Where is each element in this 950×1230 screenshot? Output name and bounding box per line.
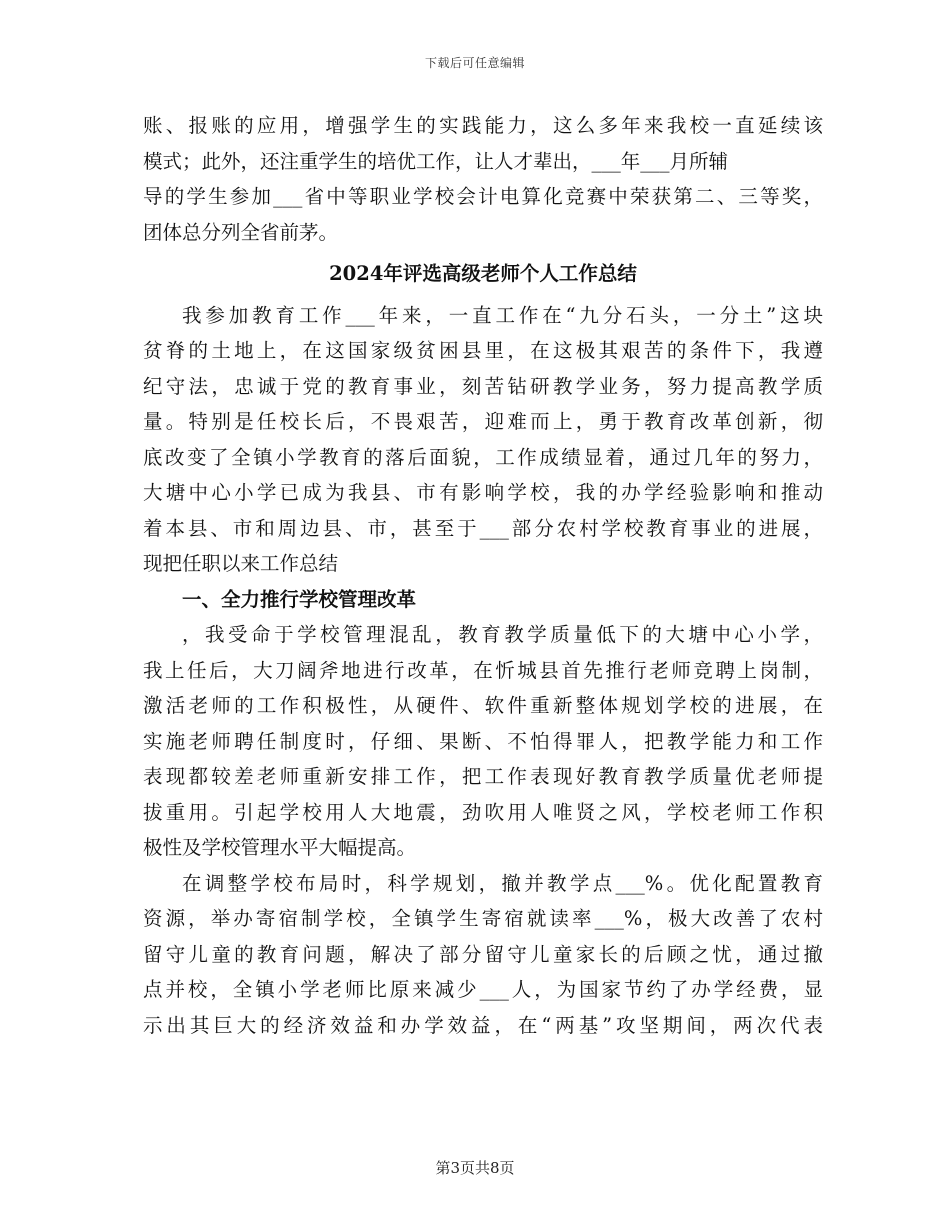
text-line: 表现都较差老师重新安排工作，把工作表现好教育教学质量优老师提 (143, 765, 823, 788)
paragraph-section1-p2 (143, 866, 823, 1044)
text-line: 在调整学校布局时，科学规划，撤并教学点___%。优化配置教育 (182, 871, 823, 895)
text-line: ，我受命于学校管理混乱，教育教学质量低下的大塘中心小学， (182, 623, 823, 646)
text-line: 着本县、市和周边县、市，甚至于___部分农村学校教育事业的进展， (143, 516, 823, 540)
text-line: 量。特别是任校长后，不畏艰苦，迎难而上，勇于教育改革创新，彻 (143, 410, 823, 433)
text-line: 极性及学校管理水平大幅提高。 (143, 836, 417, 859)
text-line: 贫脊的土地上，在这国家级贫困县里，在这极其艰苦的条件下，我遵 (143, 339, 823, 362)
text-line: 团体总分列全省前茅。 (143, 220, 339, 244)
text-line: 大塘中心小学已成为我县、市有影响学校，我的办学经验影响和推动 (143, 481, 823, 504)
document-title: 2024年评选高级老师个人工作总结 (329, 262, 637, 285)
text-line: 模式；此外，还注重学生的培优工作，让人才辈出，___年___月所辅 (143, 149, 729, 173)
text-line: 现把任职以来工作总结 (143, 552, 339, 575)
text-line: 账、报账的应用，增强学生的实践能力，这么多年来我校一直延续该 (143, 114, 823, 137)
text-line: 导的学生参加___省中等职业学校会计电算化竞赛中荣获第二、三等奖， (143, 185, 823, 208)
paragraph-continuation (143, 108, 823, 250)
text-line: 留守儿童的教育问题，解决了部分留守儿童家长的后顾之忧，通过撤 (143, 942, 823, 966)
text-line: 我参加教育工作___年来，一直工作在“九分石头，一分土”这块 (182, 303, 823, 327)
text-line: 示出其巨大的经济效益和办学效益，在“两基”攻坚期间，两次代表 (143, 1013, 823, 1037)
document-body (143, 108, 823, 1043)
text-line: 纪守法，忠诚于党的教育事业，刻苦钻研教学业务，努力提高教学质 (143, 374, 823, 398)
page-footer: 第3页共8页 (435, 1159, 515, 1177)
paragraph-section1-p1 (143, 617, 823, 866)
text-line: 实施老师聘任制度时，仔细、果断、不怕得罪人，把教学能力和工作 (143, 729, 823, 753)
text-line: 点并校，全镇小学老师比原来减少___人，为国家节约了办学经费，显 (143, 978, 823, 1001)
text-line: 底改变了全镇小学教育的落后面貌，工作成绩显着，通过几年的努力， (143, 445, 823, 469)
paragraph-intro (143, 298, 823, 582)
text-line: 拔重用。引起学校用人大地震，劲吹用人唯贤之风，学校老师工作积 (143, 800, 823, 824)
section-heading: 一、全力推行学校管理改革 (182, 587, 417, 611)
text-line: 我上任后，大刀阔斧地进行改革，在忻城县首先推行老师竞聘上岗制， (143, 658, 823, 682)
text-line: 资源，举办寄宿制学校，全镇学生寄宿就读率___%，极大改善了农村 (143, 907, 823, 930)
page-header: 下载后可任意编辑 (424, 56, 525, 70)
text-line: 激活老师的工作积极性，从硬件、软件重新整体规划学校的进展，在 (143, 694, 823, 717)
